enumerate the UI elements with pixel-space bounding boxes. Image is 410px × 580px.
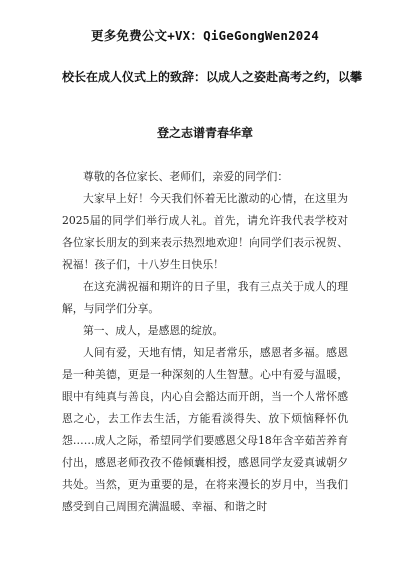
document-title-line-2: 登之志谱青春华章 — [156, 126, 253, 140]
document-title-line-1: 校长在成人仪式上的致辞：以成人之姿赴高考之约，以攀 — [62, 70, 363, 84]
section-heading: 第一、成人，是感恩的绽放。 — [83, 324, 224, 337]
page-header: 更多免费公文+VX：QiGeGongWen2024 — [91, 28, 319, 43]
paragraph: 人间有爱，天地有情，知足者常乐，感恩者多福。感恩是一种美德，更是一种深刻的人生智慧。心中有爱与温暖，眼中有纯真与善良，内心自会豁达而开朗，当一个人常怀感恩之心，去工作去生活，方能看淡得失、放下烦恼释怀仇怨……成人之际，希望同学们要感恩父母18年含辛茹苦养育付出，感恩老师孜孜不倦倾囊相授，感恩同学友爱真诚朝夕共处。当然，更为重要的是，在将来漫长的岁月中，当我们感受到自己周围充满温暖、幸福、和谐之时 — [62, 346, 348, 513]
document-body — [62, 166, 348, 518]
paragraph: 在这充满祝福和期许的日子里，我有三点关于成人的理解，与同学们分享。 — [62, 280, 348, 315]
salutation: 尊敬的各位家长、老师们，亲爱的同学们： — [83, 170, 289, 183]
paragraph: 大家早上好！今天我们怀着无比激动的心情，在这里为2025届的同学们举行成人礼。首先，请允许我代表学校对各位家长朋友的到来表示热烈地欢迎！向同学们表示祝贺、祝福！孩子们，十八岁生日快乐！ — [62, 192, 348, 271]
